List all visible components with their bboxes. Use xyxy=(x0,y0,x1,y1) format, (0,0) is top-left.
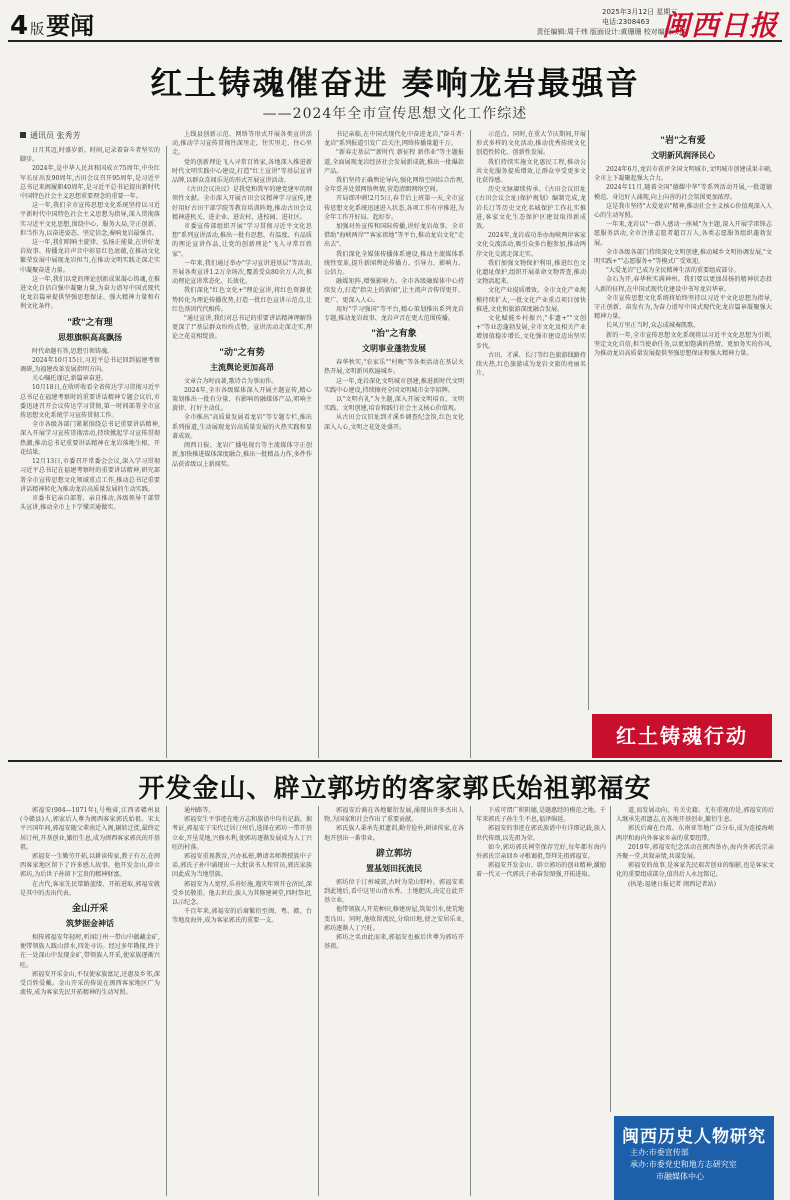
paragraph: 郭福安一生勤劳开拓,以耕读传家,教子有方,在闽西客家地区留下了许多感人故事。他开发金山,辟立郭坊,为后世子孙留下宝贵的精神财富。 xyxy=(20,853,160,879)
paragraph: 2024年10月15日,习近平总书记回到福建考察调研,为福建改革发展指明方向。 xyxy=(20,356,160,374)
bullet-icon xyxy=(20,132,26,138)
paragraph: 一年来,龙岩以"一群人感动一座城"为主题,深入开展学雷锋志愿服务活动,全市注册志愿者超百万人,各类志愿服务组织蓬勃发展。 xyxy=(594,221,772,247)
section-subheading: "岩"之有爱 xyxy=(660,136,706,146)
paragraph: 这一年,龙岩深化文明城市创建,推进新时代文明实践中心建设,持续擦亮全国文明城市金字招牌。 xyxy=(324,377,464,394)
research-column-box xyxy=(614,1116,774,1200)
paragraph: 以"文明有礼"为主题,深入开展文明培育、文明实践、文明创建,培育和践行社会主义核心价值观。 xyxy=(324,396,464,413)
paper-logo: 闽西日报 xyxy=(661,9,778,42)
article2-column-5 xyxy=(616,806,774,1112)
paragraph: 全市推出"高质量发展看龙岩"等专题专栏,推出系列报道,生动展现龙岩高质量发展的火热实践和显著成效。 xyxy=(172,414,312,440)
paragraph: 郭氏后裔在台湾、东南亚等地广泛分布,成为连接海峡两岸和海内外客家乡亲的重要纽带。 xyxy=(616,825,774,842)
article1-subheadline: ——2024年全市宣传思想文化工作综述 xyxy=(262,106,528,122)
paragraph: 历史文脉赓续传承。《古田会议旧址(古田会议会址)保护规划》编制完成,龙岩长汀等历史文化名城保护工作扎实推进,客家文化生态保护区建设取得新成效。 xyxy=(476,186,586,231)
paragraph: 古田、才溪、长汀等红色旅游线路持续火热,红色旅游成为龙岩文旅的亮丽名片。 xyxy=(476,351,586,378)
paragraph: 2024年6月,龙岩市获评全国文明城市,文明城市创建成果丰硕,全市上下凝聚起强大合力。 xyxy=(594,166,772,183)
paragraph: 文化赋能乡村振兴,"非遗+""文创+"等业态蓬勃发展,全市文化及相关产业增加值稳步增长,文化强市建设迈出坚实步伐。 xyxy=(476,315,586,350)
paragraph: 我们持续实施文化惠民工程,推动公共文化服务提质增效,让群众享受更多文化获得感。 xyxy=(476,158,586,185)
article1-column-2 xyxy=(172,130,312,758)
paragraph: 书记亲临,在中国式现代化中奋进龙岩,"奋斗者·龙岩"系列报道引发广泛关注,网络传播量超千万。 xyxy=(324,131,464,148)
paragraph: 2024年11月,随着全国"德耀中华"等系列活动开展,一批道德模范、身边好人涌现,向上向善的社会氛围更加浓厚。 xyxy=(594,184,772,201)
paragraph: "通过宣讲,我们对总书记的重要讲话精神理解得更深了!"基层群众纷纷点赞。宣讲活动走深走实,理论之花竞相绽放。 xyxy=(172,315,312,341)
paragraph: 开局即冲刺!2月5日,春节后上班第一天,全市宣传思想文化系统迅速进入状态,各项工作有序推进,为全年工作开好局、起好步。 xyxy=(324,195,464,221)
article2-column-2 xyxy=(172,806,312,1196)
paragraph: 这一年,我们以党的理论创新成果凝心铸魂,在推进文化自信自强中凝聚力量,为奋力谱写中国式现代化龙岩篇章提供坚强思想保证、强大精神力量和有利文化条件。 xyxy=(20,275,160,311)
paragraph: 新的一年,全市宣传思想文化系统将以习近平文化思想为引领,坚定文化自信,担当使命任务,以更加饱满的热情、更加务实的作风,为推动龙岩高质量发展提供坚强思想保证和强大精神力量。 xyxy=(594,331,772,358)
section-subheading: 辟立郭坊 xyxy=(375,848,412,859)
paragraph: 郭福安为人宽厚,乐善好施,遇灾年则开仓济民,深受乡民敬重。他去世后,族人为其修建祠堂,四时祭祀,以示纪念。 xyxy=(172,880,312,907)
paragraph: 闽西日报、龙岩广播电视台等主流媒体守正创新,加快推进媒体深度融合,推出一批精品力作,多件作品获省级以上新闻奖。 xyxy=(172,442,312,468)
research-box-host: 主办:市委宣传部 xyxy=(630,1148,689,1157)
paragraph: 关心嘱托谨记,新篇章奋进。 xyxy=(32,375,108,383)
section-title: 要闻 xyxy=(46,12,95,40)
paragraph: 郭福安(984—1071年),号梅睿,江西省赣州县(今赣县)人,郭家后人尊为闽西客家郭氏始祖。宋太平兴国年间,郭福安随父辈南迁入闽,辗转迁徙,最终定居汀州,开基创业,繁衍生息,成为闽西客家郭氏的开基祖。 xyxy=(20,807,160,851)
paragraph: 他带领族人开荒种田,修建房屋,筑渠引水,使荒地变良田。同时,他收留流民,分给田地,使之安居乐业,郭坊逐渐人丁兴旺。 xyxy=(324,906,464,932)
paragraph: 市委宣传部组织开展"学习贯彻习近平文化思想"系列宣讲活动,推出一批有思想、有温度、有品质的理论宣讲作品,让党的创新理论"飞入寻常百姓家"。 xyxy=(172,223,312,258)
paragraph: 全市各级各部门紧紧围绕总书记重要讲话精神,深入开展学习宣传贯彻活动,持续掀起学习宣传贯彻热潮,推动总书记重要讲话精神在龙岩落地生根、开花结果。 xyxy=(20,421,160,456)
paragraph: 郭氏族人秉承先祖遗训,勤劳俭朴,耕读传家,在各地开创出一番事业。 xyxy=(324,825,464,842)
issue-phone: 电话:2308463 xyxy=(602,18,650,26)
paragraph: 上线县创新示范、网络等形式开展各类宣讲活动,推动学习宣传贯彻往深里走、往实里走、往心里走。 xyxy=(172,131,312,157)
paragraph: 融媒矩阵,增强影响力。全市各级融媒体中心持续发力,打造"指尖上的新闻",让主流声音传得更开、更广、更深入人心。 xyxy=(324,278,464,304)
paragraph: 相传郭福安年轻时,听闻汀州一带山中蕴藏金矿,便带领族人跋山涉水,四处寻访。经过多年勘探,终于在一处深山中发现金矿,带领族人开采,使家族逐渐兴旺。 xyxy=(20,934,160,969)
paragraph: 郭福安的故事,是客家先民艰苦创业的缩影,也是客家文化的重要组成部分,值得后人永远铭记。 xyxy=(616,862,774,879)
article2-column-4 xyxy=(476,806,606,1196)
paragraph: 郭福安重视教育,兴办私塾,聘请名师教授族中子弟,郭氏子孙中涌现出一大批读书人和官员,郭氏家族因此成为当地望族。 xyxy=(172,853,312,879)
page-number: 4 版要闻 xyxy=(10,11,95,41)
paragraph: 在古代,客家先民筚路蓝缕、开拓进取,郭福安就是其中的杰出代表。 xyxy=(20,880,160,897)
paragraph: "大爱龙岩"已成为全民精神生活的重要组成部分。 xyxy=(606,267,740,275)
paragraph: 全市各级各部门持续深化文明创建,推动城乡文明协调发展,"文明实践+""志愿服务+"等模式广受欢迎。 xyxy=(594,248,772,266)
paragraph: 通州路等。 xyxy=(184,807,215,814)
section-subheading: "动"之有势 xyxy=(219,347,265,358)
paragraph: 郭福安生平事迹在地方志和族谱中均有记载。据考证,郭福安于宋代迁居汀州后,选择在郭坊一带开基立业,开垦荒地,兴修水利,使郭坊逐渐发展成为人丁兴旺的村落。 xyxy=(172,816,312,851)
paragraph: 郭福安开采金山,不仅使家族富足,还惠及乡邻,深受百姓爱戴。金山开采的传说在闽西客家地区广为流传,成为客家先民开拓精神的生动写照。 xyxy=(20,970,160,997)
paragraph: 这是我市坚持"大爱龙岩"精神,推动社会主义核心价值观深入人心的生动写照。 xyxy=(594,202,772,220)
article1-column-3 xyxy=(324,130,464,758)
article2-headline: 开发金山、辟立郭坊的客家郭氏始祖郭福安 xyxy=(138,774,652,804)
paragraph: 郭坊位于汀州城郊,古时为荒山野岭。郭福安来到此地后,看中这里山清水秀、土地肥沃,决定在此开基立业。 xyxy=(324,878,464,905)
paragraph: 10月18日,在收听收看全省传达学习贯彻习近平总书记在福建考察时的重要讲话精神专题会议后,市委迅速召开会议传达学习贯彻,第一时间部署全市宣传思想文化系统学习宣传贯彻工作。 xyxy=(20,384,160,420)
section-subheading: 金山开采 xyxy=(71,904,108,915)
section-subtitle: 主流舆论更加高昂 xyxy=(210,362,274,372)
section-subtitle: 置基划田抚流民 xyxy=(366,863,422,873)
paragraph: "新春走基层""新时代 新征程 新伟业"等主题报道,全面展现龙岩经济社会发展新成就,推出一批爆款产品。 xyxy=(324,149,464,175)
paragraph: 郭福安开发金山、辟立郭坊的创业精神,激励着一代又一代郭氏子孙奋发图强,开拓进取。 xyxy=(476,862,606,879)
paragraph: 金石为开,春华秋实满神州。我们要以更加昂扬的精神状态投入新的征程,在中国式现代化建设中书写龙岩华章。 xyxy=(594,276,772,293)
paragraph: 全市宣传思想文化系统将始终坚持以习近平文化思想为指导,守正创新、奋发有为,为奋力谱写中国式现代化龙岩篇章凝聚强大精神力量。 xyxy=(594,294,772,321)
section-subheading: "政"之有理 xyxy=(67,317,113,328)
section-subtitle: 文明新风润泽民心 xyxy=(651,151,715,160)
paragraph: 从古田会议旧址到才溪乡调查纪念馆,红色文化深入人心,文明之花处处盛开。 xyxy=(324,414,464,431)
paragraph: 2019年,郭福安纪念活动在闽西举办,海内外郭氏宗亲齐聚一堂,共叙亲情,共谋发展。 xyxy=(616,843,774,861)
article1-column-5 xyxy=(594,130,772,710)
paragraph: 我们深化全媒体传播体系建设,推动主流媒体系统性变革,提升新闻舆论传播力、引导力、影响力、公信力。 xyxy=(324,250,464,277)
section-subtitle: 思想旗帜高高飘扬 xyxy=(58,332,122,342)
paragraph: 如今,郭坊郭氏祠堂保存完好,每年都有海内外郭氏宗亲回乡寻根谒祖,祭拜先祖郭福安。 xyxy=(476,843,606,861)
article1-column-4 xyxy=(476,130,586,758)
article2-column-1 xyxy=(20,806,160,1196)
paragraph: 这一年,我们全市宣传思想文化系统坚持以习近平新时代中国特色社会主义思想为指导,深入贯彻落实习近平文化思想,围绕中心、服务大局,守正创新、担当作为,以奋进姿态、坚定信念,奏响龙岩最强音。 xyxy=(20,202,160,237)
paragraph: 12月13日,市委召开常委会会议,深入学习贯彻习近平总书记在福建考察时的重要讲话精神,研究部署全市宣传思想文化领域重点工作,推动总书记重要讲话精神转化为推动龙岩高质量发展的生动实践。 xyxy=(20,458,160,493)
masthead xyxy=(8,4,782,42)
section-subtitle: 筑梦据金神话 xyxy=(66,919,114,929)
paragraph: 千百年来,郭福安的后裔繁衍至闽、粤、赣、台等地及海外,成为客家郭氏的重要一支。 xyxy=(172,908,312,925)
paragraph: (执笔:福建日报记者 闽西记者站) xyxy=(628,880,716,888)
paragraph: 春华秋实,"农家乐""村晚"等各类活动在基层火热开展,文明新风吹遍城乡。 xyxy=(324,359,464,376)
article1-headline: 红土铸魂催奋进 奏响龙岩最强音 xyxy=(150,64,640,102)
paragraph: 我们坚持正确舆论导向,强化网络空间综合治理,全年妥善处置网络舆情,营造清朗网络空间。 xyxy=(324,177,464,194)
paragraph: 2024年,全市各级媒体深入开展主题宣传,精心策划推出一批有分量、有影响的融媒体产品,唱响主旋律、打好主动仗。 xyxy=(172,386,312,413)
paragraph: 党的创新理论飞入寻常百姓家,各地深入推进新时代文明实践中心建设,打造"红土宣讲"等基层宣讲品牌,以群众喜闻乐见的形式开展宣讲活动。 xyxy=(172,158,312,185)
paragraph: 2024年,是中华人民共和国成立75周年,中央红军长征出发90周年,古田会议召开95周年,是习近平总书记来闽履职40周年,是习近平总书记提出新时代中国特色社会主义思想重要理念的重要一年。 xyxy=(20,165,160,201)
paragraph: 文章合为时而著,歌诗合为事而作。 xyxy=(184,377,278,385)
paragraph: 长风万里正当时,众志成城奏凯歌。 xyxy=(606,322,700,330)
article1-column-1 xyxy=(20,146,160,758)
paragraph: 市委书记亲自部署、亲自推动,各级领导干部带头宣讲,推动全市上下学懂弄通做实。 xyxy=(20,494,160,512)
paragraph: 一年来,我们通过举办"学习宣讲进基层"等活动,开展各类宣讲1.2万余场次,覆盖受众80余万人次,推动理论宣讲常态化、长效化。 xyxy=(172,259,312,286)
paragraph: 我们加强文物保护利用,推进红色文化遗址保护,组织开展革命文物普查,推动文物活起来。 xyxy=(476,259,586,286)
article1-byline: 通讯员 张秀芳 xyxy=(20,130,81,141)
article2-column-3 xyxy=(324,806,464,1196)
red-banner: 红土铸魂行动 xyxy=(592,714,772,758)
research-box-media: 市融媒体中心 xyxy=(656,1172,704,1181)
paragraph: 郭福安的事迹在郭氏族谱中有详细记载,族人世代传颂,以先祖为荣。 xyxy=(476,825,606,842)
paragraph: 这一年,我们唱响主旋律、弘扬正能量,在讲好龙岩故事、传播龙岩声音中彰显红色底蕴,在推动文化繁荣发展中展现龙岩担当,在推动文明实践走深走实中凝聚奋进力量。 xyxy=(20,239,160,274)
editors-credit: 责任编辑:周千炜 版面设计:黄珊珊 校对编辑:刘文 xyxy=(536,28,688,36)
section-subheading: "治"之有象 xyxy=(371,329,417,340)
paragraph: 下成可谓广积阴德,是题惠经的模范之地。千年来郭氏子孙生生不息,福泽绵延。 xyxy=(476,807,606,824)
paragraph: 《古田会议决议》是我党和我军的建党建军的纲领性文献。全市深入开展古田会议精神学习宣传,建好用好古田干部学院等教育培训阵地,推动古田会议精神进机关、进企业、进农村、进校园、进社区。 xyxy=(172,186,312,221)
paragraph: 2024年,龙岩成功举办海峡两岸客家文化交流活动,吸引众多台胞参加,推动两岸文化交流走深走实。 xyxy=(476,232,586,258)
paragraph: 文化产业提质增效。全市文化产业规模持续扩大,一批文化产业重点项目加快推进,文化和旅游深度融合发展。 xyxy=(476,287,586,313)
paragraph: 加强对外宣传和国际传播,讲好龙岩故事。全市借助"海峡两岸""客家祖地"等平台,推动龙岩文化"走出去"。 xyxy=(324,223,464,249)
paragraph: 示范点。同时,在重大节庆期间,开展形式多样的文化活动,推动优秀传统文化创造性转化、创新性发展。 xyxy=(476,131,586,157)
paragraph: 道,而发展动向、有关史籍。尤有重视的是,郭福安的后人继承先祖遗志,在各地开基创业,繁衍生息。 xyxy=(616,807,774,824)
paragraph: 用好"学习强国"等平台,精心策划推出系列龙岩专题,推动龙岩故事、龙岩声音在更大范围传播。 xyxy=(324,305,464,323)
paragraph: 时代命题有答,思想引领铸魂。 xyxy=(32,347,114,355)
paragraph: 郭福安后裔在各地繁衍发展,涌现出许多杰出人物,为国家和社会作出了重要贡献。 xyxy=(324,807,464,824)
section-subtitle: 文明事业蓬勃发展 xyxy=(362,344,426,354)
paragraph: 我们深化"红色文化+"理论宣讲,将红色资源优势转化为理论传播优势,打造一批红色宣讲示范点,让红色基因代代相传。 xyxy=(172,287,312,313)
research-box-organizer: 承办:市委党史和地方志研究室 xyxy=(630,1160,737,1169)
issue-date: 2025年3月12日 星期三 xyxy=(602,8,678,16)
paragraph: 日月其迈,时盛岁新。时间,记录着奋斗者坚实的脚步。 xyxy=(20,147,160,164)
paragraph: 郭坊之名由此而来,郭福安也被后世尊为郭坊开基祖。 xyxy=(324,934,464,951)
research-box-title: 闽西历史人物研究 xyxy=(622,1127,766,1147)
